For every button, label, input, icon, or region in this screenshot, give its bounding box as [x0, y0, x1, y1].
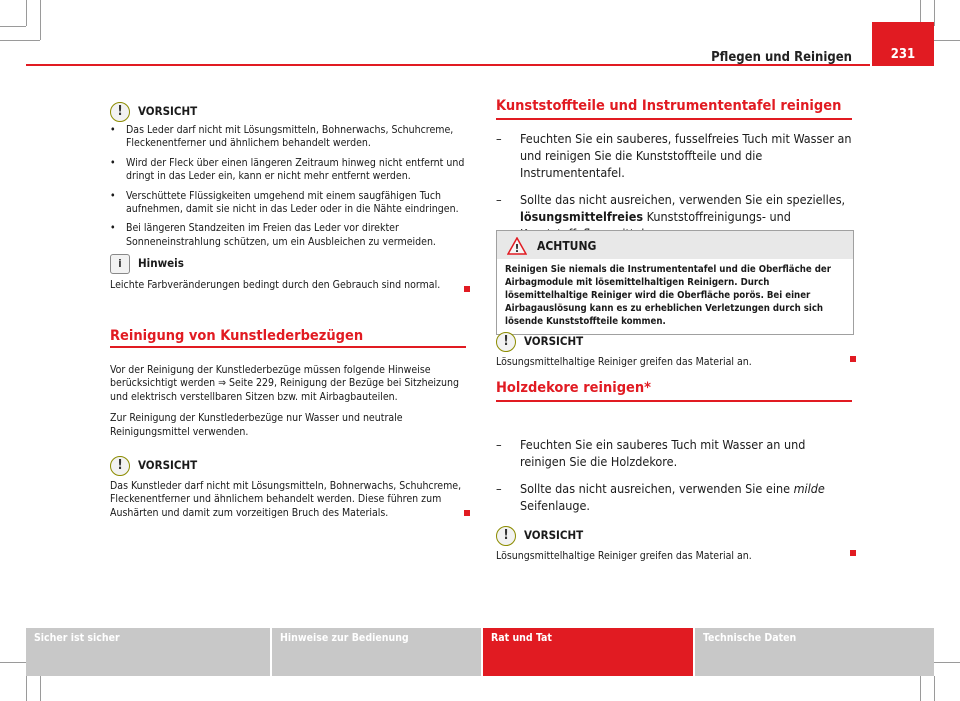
- steps-list: [496, 130, 852, 242]
- achtung-box: [496, 230, 854, 335]
- vorsicht-title: VORSICHT: [138, 458, 198, 473]
- vorsicht-title: VORSICHT: [524, 334, 584, 349]
- vorsicht-title: VORSICHT: [138, 104, 198, 119]
- tab-rat-und-tat[interactable]: Rat und Tat: [483, 628, 693, 676]
- vorsicht-block-4: [496, 526, 852, 563]
- hinweis-text: Leichte Farbveränderungen bedingt durch den Gebrauch sind normal.: [110, 279, 441, 291]
- list-item: • Wird der Fleck über einen längeren Zeitraum hinweg nicht entfernt und dringt in das Leder ein, kann er nicht mehr entfernt werden.: [110, 156, 465, 183]
- section-title: Reinigung von Kunstlederbezügen: [110, 328, 364, 344]
- crop-mark: [26, 676, 27, 701]
- end-marker: [850, 356, 856, 362]
- warning-triangle-icon: [507, 237, 527, 255]
- list-item: – Sollte das nicht ausreichen, verwenden Sie ein spezielles, lösungsmittelfreies Kunststoffreinigungs- und: [496, 192, 846, 224]
- paragraph: Zur Reinigung der Kunstlederbezüge nur Wasser und neutrale Reinigungsmittel verwenden.: [110, 412, 403, 438]
- list-item: • Das Leder darf nicht mit Lösungsmitteln, Bohnerwachs, Schuhcreme, Fleckenentferner und ähnlichem behandelt werden.: [110, 124, 454, 150]
- crop-mark: [0, 40, 40, 41]
- crop-mark: [934, 0, 935, 26]
- section-rule: [110, 346, 466, 348]
- svg-text:!: !: [514, 242, 520, 255]
- exclamation-icon: !: [496, 526, 516, 546]
- section-rule: [496, 118, 852, 120]
- page-number: 231: [872, 22, 934, 66]
- crop-mark: [0, 26, 26, 27]
- list-item: – Feuchten Sie ein sauberes Tuch mit Wasser an und reinigen Sie die Holzdekore.: [496, 437, 806, 469]
- vorsicht-block-2: [110, 456, 466, 520]
- hinweis-block: [110, 254, 466, 292]
- end-marker: [850, 550, 856, 556]
- vorsicht-heading: [496, 332, 852, 352]
- tab-hinweise-zur-bedienung[interactable]: Hinweise zur Bedienung: [272, 628, 481, 676]
- hinweis-heading: [110, 254, 466, 274]
- list-item: – Sollte das nicht ausreichen, verwenden Sie eine milde Seifenlauge.: [496, 481, 825, 513]
- vorsicht-text: Lösungsmittelhaltige Reiniger greifen das Material an.: [496, 550, 752, 562]
- vorsicht-heading: [110, 102, 460, 122]
- exclamation-icon: !: [496, 332, 516, 352]
- tab-technische-daten[interactable]: Technische Daten: [695, 628, 934, 676]
- exclamation-icon: !: [110, 456, 130, 476]
- steps-list: [496, 436, 852, 514]
- vorsicht-text: Lösungsmittelhaltige Reiniger greifen das Material an.: [496, 356, 752, 368]
- end-marker: [464, 510, 470, 516]
- end-marker: [464, 286, 470, 292]
- crop-mark: [26, 0, 27, 26]
- kunstleder-text: [110, 364, 466, 439]
- section-rule: [496, 400, 852, 402]
- vorsicht-title: VORSICHT: [524, 528, 584, 543]
- vorsicht-heading: [496, 526, 852, 546]
- info-icon: i: [110, 254, 130, 274]
- achtung-heading: [497, 231, 853, 259]
- section-title: Holzdekore reinigen*: [496, 380, 652, 396]
- left-column: [110, 102, 460, 122]
- paragraph: Vor der Reinigung der Kunstlederbezüge müssen folgende Hinweise berücksichtigt werden ⇒ Seite 229, Reinigung der Bezüge bei Sitzheizung und elektrisch verstellbaren Sitzen bzw. mit Airbagbauteilen.: [110, 364, 459, 403]
- tab-sicher-ist-sicher[interactable]: Sicher ist sicher: [26, 628, 270, 676]
- achtung-title: ACHTUNG: [537, 239, 597, 253]
- vorsicht-bullets: [110, 124, 466, 249]
- list-item: • Bei längeren Standzeiten im Freien das Leder vor direkter Sonneneinstrahlung schützen, um ein Ausbleichen zu vermeiden.: [110, 222, 436, 248]
- crop-mark: [934, 676, 935, 701]
- section-title: Kunststoffteile und Instrumententafel reinigen: [496, 98, 842, 114]
- vorsicht-text: Das Kunstleder darf nicht mit Lösungsmitteln, Bohnerwachs, Schuhcreme, Fleckenentferner und ähnlichem behandelt werden. Diese führen zum Aushärten und damit zum vorzeitigen Bruch des Materials.: [110, 480, 462, 519]
- page-title: Pflegen und Reinigen: [711, 50, 852, 65]
- vorsicht-block-3: [496, 332, 852, 369]
- hinweis-title: Hinweis: [138, 256, 184, 271]
- vorsicht-heading: [110, 456, 466, 476]
- list-item: – Feuchten Sie ein sauberes, fusselfreies Tuch mit Wasser an und reinigen Sie die Kunststoffteile und die Instrumententafel.: [496, 131, 852, 180]
- crop-mark: [40, 0, 41, 40]
- exclamation-icon: !: [110, 102, 130, 122]
- list-item: • Verschüttete Flüssigkeiten umgehend mit einem saugfähigen Tuch aufnehmen, damit sie nicht in das Leder oder in die Nähte eindringen.: [110, 189, 459, 216]
- achtung-text: Reinigen Sie niemals die Instrumententafel und die Oberfläche der Airbagmodule mit lösemittelhaltigen Reinigern. Durch lösemittelhaltige Reiniger wird die Oberfläche porös. Bei einer Airbagauslösung kann es zu erheblichen Verletzungen durch sich lösende Kunststoffteile kommen.: [505, 264, 832, 327]
